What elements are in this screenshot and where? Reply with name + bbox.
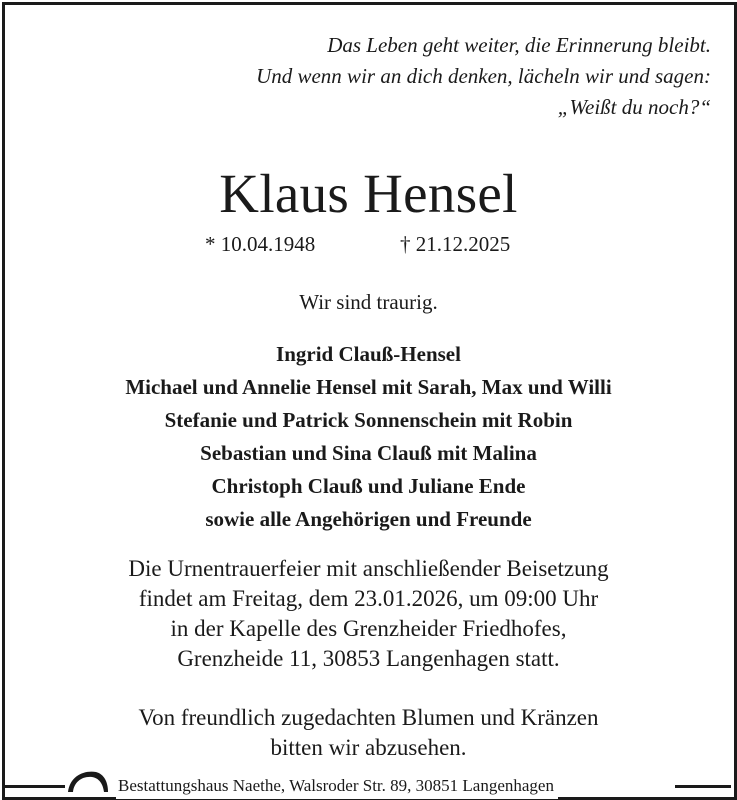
funeral-home-info: Bestattungshaus Naethe, Walsroder Str. 89, 30851 Langenhagen [116,773,558,799]
deceased-name: Klaus Hensel [219,163,518,224]
flowers-line: bitten wir abzusehen. [270,735,467,760]
service-line: findet am Freitag, dem 23.01.2026, um 09:00 Uhr [138,586,599,611]
mourner-line: Sebastian und Sina Clauß mit Malina [200,441,537,465]
footer-rule [5,785,65,788]
grief-statement: Wir sind traurig. [299,290,438,314]
mourner-line: sowie alle Angehörigen und Freunde [205,507,532,531]
verse-line: Das Leben geht weiter, die Erinnerung bleibt. [327,33,711,57]
death-date: † 21.12.2025 [400,232,511,256]
service-line: Grenzheide 11, 30853 Langenhagen statt. [177,646,560,671]
mourner-line: Stefanie und Patrick Sonnenschein mit Robin [164,408,573,432]
crescent-arch-logo-icon [66,768,110,792]
flowers-note [0,703,737,763]
mourner-line: Michael und Annelie Hensel mit Sarah, Max und Willi [125,375,612,399]
service-details [0,554,737,674]
footer-rule [675,785,731,788]
birth-date: * 10.04.1948 [205,232,316,256]
verse-line: Und wenn wir an dich denken, lächeln wir und sagen: [256,64,711,88]
flowers-line: Von freundlich zugedachten Blumen und Kränzen [138,705,599,730]
mourner-line: Ingrid Clauß-Hensel [276,342,461,366]
memorial-verse [71,30,711,123]
mourner-line: Christoph Clauß und Juliane Ende [211,474,526,498]
service-line: in der Kapelle des Grenzheider Friedhofes, [170,616,567,641]
service-line: Die Urnentrauerfeier mit anschließender Beisetzung [128,556,609,581]
mourners-list [0,338,737,536]
verse-line: „Weißt du noch?“ [557,95,711,119]
